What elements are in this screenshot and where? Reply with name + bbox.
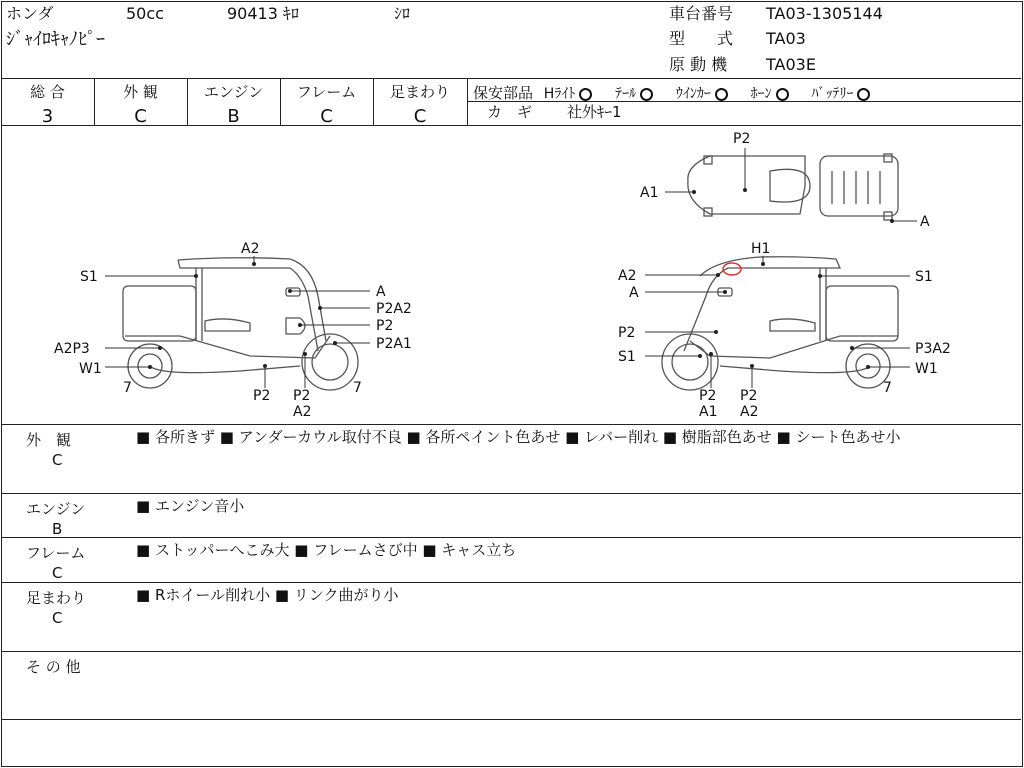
grade-suspension: [373, 81, 467, 127]
diagram-label: P2A2: [376, 301, 412, 317]
diagram-label: P2: [733, 131, 751, 147]
diagram-label: A: [629, 285, 639, 301]
grid-line: [1, 78, 1021, 79]
diagram-label: P2: [293, 388, 311, 404]
remark-text: ■ Rホイール削れ小 ■ リンク曲がり小: [136, 586, 399, 604]
type-label: 型 式: [669, 29, 734, 48]
frame-no-label: 車台番号: [669, 4, 734, 23]
grade-value: C: [134, 106, 147, 127]
diagram-label: S1: [618, 349, 636, 365]
remark-text: ■ エンジン音小: [136, 497, 245, 515]
diagram-label: 7: [353, 380, 362, 396]
ok-circle-icon: [857, 88, 870, 101]
diagram-label: P2A1: [376, 336, 412, 352]
diagram-label: A: [376, 284, 386, 300]
diagram-label: W1: [915, 361, 938, 377]
diagram-label: P2: [376, 318, 394, 334]
ok-circle-icon: [776, 88, 789, 101]
grid-line: [1, 582, 1021, 583]
ok-circle-icon: [579, 88, 592, 101]
ok-circle-icon: [715, 88, 728, 101]
grid-line: [1, 719, 1021, 720]
diagram-label: A1: [699, 404, 718, 420]
diagram-label: A2P3: [54, 341, 90, 357]
grade-label: 外 観: [123, 83, 158, 101]
diagram-label: A2: [618, 268, 637, 284]
remark-label: そ の 他: [26, 658, 81, 676]
safety-item-battery: ﾊﾞｯﾃﾘｰ: [811, 84, 870, 102]
diagram-label: P2: [740, 388, 758, 404]
diagram-label: A2: [241, 241, 260, 257]
grade-value: C: [413, 106, 427, 127]
remark-label: フレーム: [26, 544, 86, 562]
safety-label: 保安部品: [473, 84, 534, 102]
diagram-label: P2: [253, 388, 271, 404]
type-value: TA03: [766, 29, 806, 48]
frame-no: TA03-1305144: [766, 4, 883, 23]
body-color: ｼﾛ: [394, 4, 411, 23]
maker: ホンダ: [6, 4, 54, 23]
diagram-label: A: [920, 214, 930, 230]
safety-parts-row: [473, 82, 870, 103]
grid-line: [1, 493, 1021, 494]
grade-value: 3: [41, 106, 54, 127]
model-name: ｼﾞｬｲﾛｷｬﾉﾋﾟｰ: [6, 29, 105, 50]
mileage: 90413 ｷﾛ: [227, 4, 299, 23]
key-value: 社外ｷｰ1: [567, 103, 622, 121]
diagram-label: 7: [883, 380, 892, 396]
diagram-label: H1: [751, 241, 771, 257]
diagram-label: S1: [915, 269, 933, 285]
engine-label: 原 動 機: [669, 55, 728, 74]
grade-total: [1, 81, 94, 127]
displacement: 50cc: [126, 4, 164, 23]
grade-label: 総 合: [30, 83, 65, 101]
remark-grade: C: [52, 564, 63, 582]
remark-label: 足まわり: [26, 589, 87, 607]
remark-grade: C: [52, 609, 63, 627]
key-label: カ ギ: [487, 103, 533, 121]
grade-frame: [280, 81, 373, 127]
grid-line: [1, 651, 1021, 652]
safety-item-horn: ﾎｰﾝ: [751, 84, 789, 102]
grade-exterior: [94, 81, 187, 127]
safety-item-headlight: Hﾗｲﾄ: [544, 84, 593, 102]
diagram-label: S1: [80, 269, 98, 285]
ok-circle-icon: [640, 88, 653, 101]
safety-item-tail: ﾃｰﾙ: [615, 84, 653, 102]
grade-label: 足まわり: [389, 83, 450, 101]
engine-value: TA03E: [766, 55, 816, 74]
remark-grade: B: [52, 520, 63, 538]
grade-value: C: [320, 106, 333, 127]
diagram-label: P2: [618, 325, 636, 341]
remark-text: ■ ストッパーへこみ大 ■ フレームさび中 ■ キャス立ち: [136, 541, 517, 559]
scooter-diagram: [0, 126, 1022, 424]
grade-engine: [187, 81, 280, 127]
safety-item-winker: ｳｲﾝｶｰ: [676, 84, 728, 102]
grade-label: エンジン: [203, 83, 264, 101]
grid-line: [467, 78, 468, 125]
diagram-label: W1: [79, 361, 102, 377]
grade-value: B: [227, 106, 240, 127]
diagram-label: A1: [640, 185, 659, 201]
remark-grade: C: [52, 451, 63, 469]
diagram-label: A2: [293, 404, 312, 420]
diagram-label: A2: [740, 404, 759, 420]
grade-label: フレーム: [296, 83, 357, 101]
remark-label: 外 観: [26, 431, 72, 449]
diagram-label: P3A2: [915, 341, 951, 357]
grid-line: [1, 537, 1021, 538]
remark-label: エンジン: [26, 500, 86, 518]
diagram-label: 7: [123, 380, 132, 396]
remark-text: ■ 各所きず ■ アンダーカウル取付不良 ■ 各所ペイント色あせ ■ レバー削れ ■ 樹脂部色あせ ■ シート色あせ小: [136, 428, 901, 446]
diagram-label: P2: [699, 388, 717, 404]
grid-line: [1, 424, 1021, 425]
